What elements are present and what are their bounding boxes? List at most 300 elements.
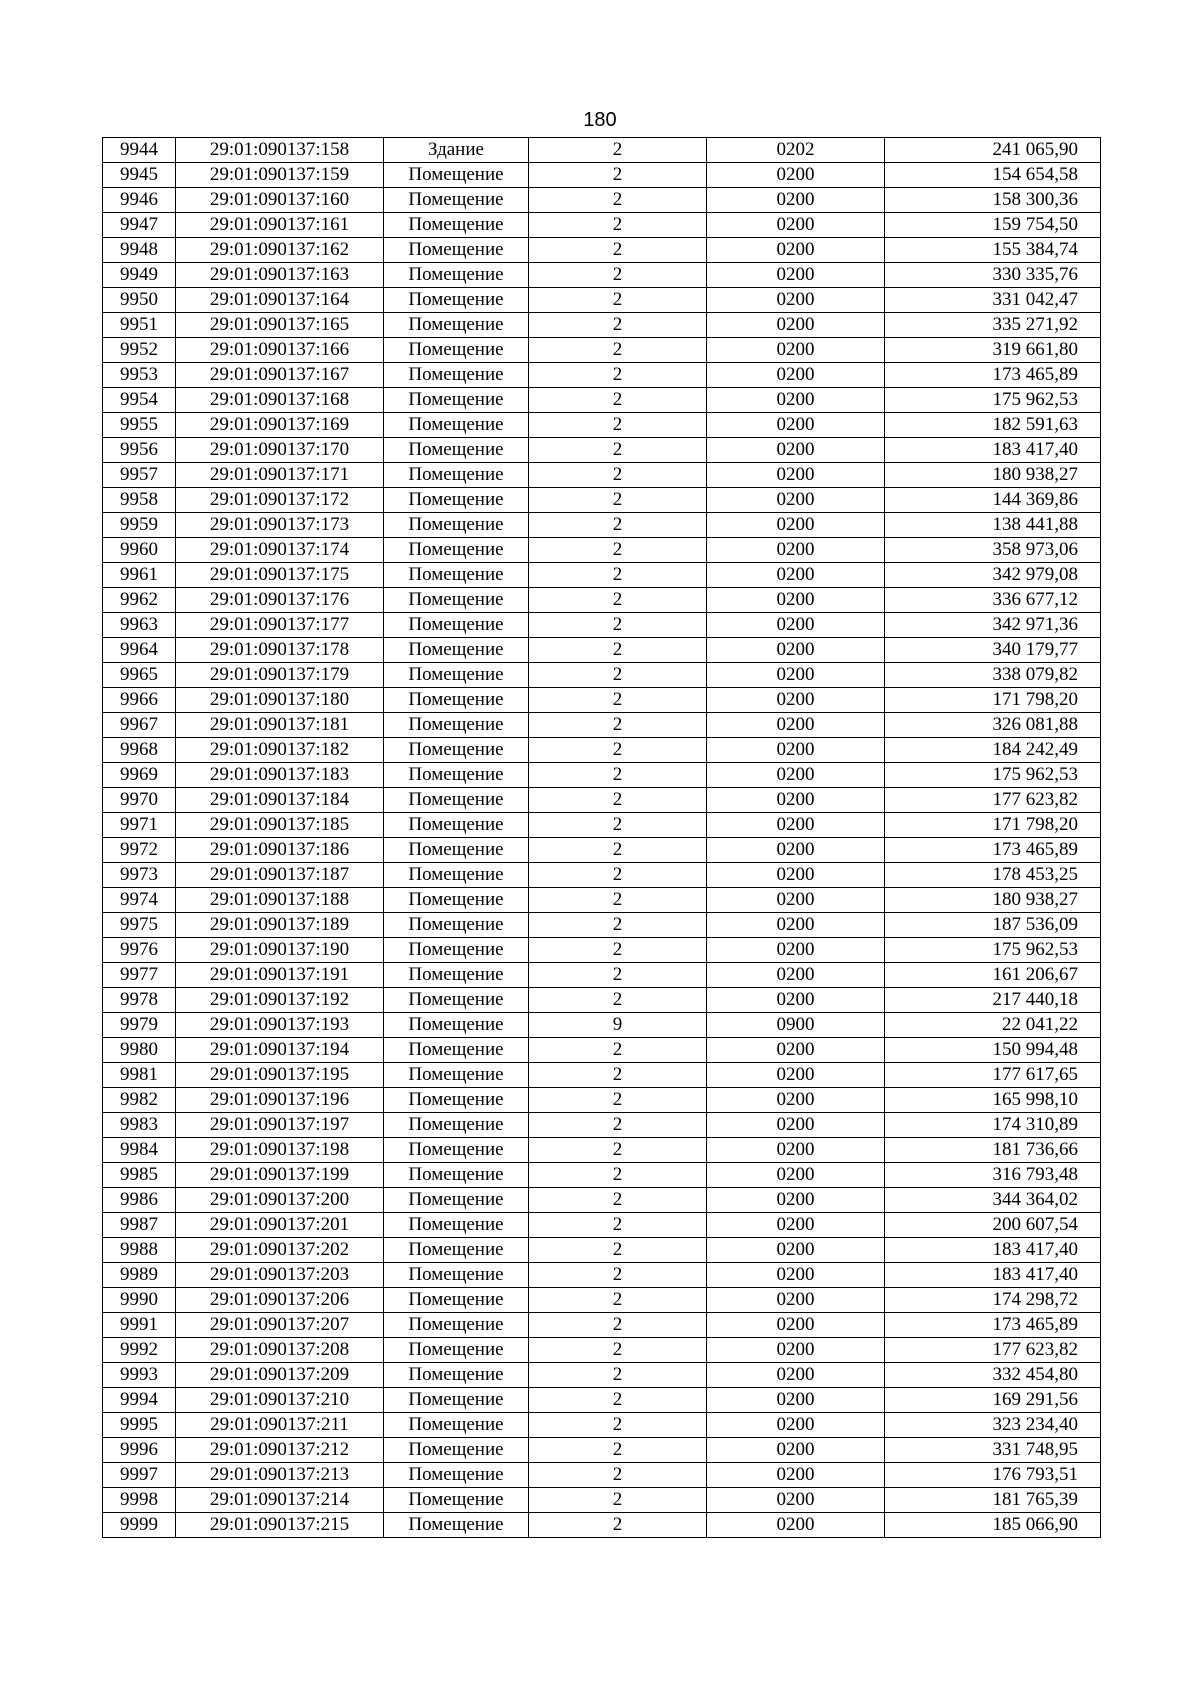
table-row [103, 263, 1101, 288]
subgroup-code-cell: 0900 [707, 1013, 885, 1038]
row-number-cell: 9978 [103, 988, 176, 1013]
cadastral-number-cell: 29:01:090137:164 [176, 288, 384, 313]
table-row [103, 1488, 1101, 1513]
cadastral-number-cell: 29:01:090137:167 [176, 363, 384, 388]
cadastral-value-table [102, 137, 1101, 1538]
cadastral-value-cell: 159 754,50 [885, 213, 1101, 238]
subgroup-code-cell: 0200 [707, 213, 885, 238]
row-number-cell: 9963 [103, 613, 176, 638]
subgroup-code-cell: 0200 [707, 288, 885, 313]
row-number-cell: 9990 [103, 1288, 176, 1313]
group-number-cell: 2 [529, 613, 707, 638]
cadastral-number-cell: 29:01:090137:179 [176, 663, 384, 688]
cadastral-number-cell: 29:01:090137:187 [176, 863, 384, 888]
object-type-cell: Помещение [384, 538, 529, 563]
cadastral-value-cell: 171 798,20 [885, 688, 1101, 713]
object-type-cell: Помещение [384, 163, 529, 188]
subgroup-code-cell: 0200 [707, 413, 885, 438]
object-type-cell: Помещение [384, 588, 529, 613]
table-row [103, 288, 1101, 313]
row-number-cell: 9954 [103, 388, 176, 413]
subgroup-code-cell: 0200 [707, 788, 885, 813]
group-number-cell: 2 [529, 1513, 707, 1538]
object-type-cell: Помещение [384, 738, 529, 763]
cadastral-value-cell: 154 654,58 [885, 163, 1101, 188]
cadastral-value-cell: 217 440,18 [885, 988, 1101, 1013]
row-number-cell: 9947 [103, 213, 176, 238]
row-number-cell: 9953 [103, 363, 176, 388]
table-row [103, 638, 1101, 663]
cadastral-number-cell: 29:01:090137:185 [176, 813, 384, 838]
group-number-cell: 2 [529, 763, 707, 788]
cadastral-value-cell: 183 417,40 [885, 438, 1101, 463]
cadastral-number-cell: 29:01:090137:196 [176, 1088, 384, 1113]
row-number-cell: 9952 [103, 338, 176, 363]
cadastral-value-cell: 185 066,90 [885, 1513, 1101, 1538]
cadastral-value-cell: 169 291,56 [885, 1388, 1101, 1413]
cadastral-number-cell: 29:01:090137:198 [176, 1138, 384, 1163]
cadastral-number-cell: 29:01:090137:210 [176, 1388, 384, 1413]
table-row [103, 1388, 1101, 1413]
subgroup-code-cell: 0200 [707, 988, 885, 1013]
cadastral-number-cell: 29:01:090137:194 [176, 1038, 384, 1063]
table-row [103, 213, 1101, 238]
cadastral-value-cell: 177 623,82 [885, 788, 1101, 813]
row-number-cell: 9998 [103, 1488, 176, 1513]
object-type-cell: Помещение [384, 963, 529, 988]
subgroup-code-cell: 0200 [707, 713, 885, 738]
row-number-cell: 9957 [103, 463, 176, 488]
cadastral-number-cell: 29:01:090137:186 [176, 838, 384, 863]
group-number-cell: 2 [529, 288, 707, 313]
cadastral-number-cell: 29:01:090137:163 [176, 263, 384, 288]
row-number-cell: 9999 [103, 1513, 176, 1538]
cadastral-value-cell: 316 793,48 [885, 1163, 1101, 1188]
object-type-cell: Помещение [384, 813, 529, 838]
cadastral-number-cell: 29:01:090137:191 [176, 963, 384, 988]
row-number-cell: 9991 [103, 1313, 176, 1338]
cadastral-value-cell: 177 623,82 [885, 1338, 1101, 1363]
subgroup-code-cell: 0200 [707, 1363, 885, 1388]
cadastral-number-cell: 29:01:090137:197 [176, 1113, 384, 1138]
table-row [103, 913, 1101, 938]
group-number-cell: 2 [529, 738, 707, 763]
object-type-cell: Помещение [384, 763, 529, 788]
subgroup-code-cell: 0200 [707, 1413, 885, 1438]
row-number-cell: 9968 [103, 738, 176, 763]
table-row [103, 863, 1101, 888]
subgroup-code-cell: 0200 [707, 388, 885, 413]
table-row [103, 238, 1101, 263]
table-row [103, 788, 1101, 813]
cadastral-value-cell: 171 798,20 [885, 813, 1101, 838]
group-number-cell: 2 [529, 513, 707, 538]
subgroup-code-cell: 0200 [707, 763, 885, 788]
subgroup-code-cell: 0202 [707, 138, 885, 163]
cadastral-value-cell: 335 271,92 [885, 313, 1101, 338]
row-number-cell: 9944 [103, 138, 176, 163]
row-number-cell: 9985 [103, 1163, 176, 1188]
cadastral-value-cell: 175 962,53 [885, 388, 1101, 413]
cadastral-value-cell: 323 234,40 [885, 1413, 1101, 1438]
object-type-cell: Помещение [384, 288, 529, 313]
cadastral-value-cell: 241 065,90 [885, 138, 1101, 163]
group-number-cell: 9 [529, 1013, 707, 1038]
row-number-cell: 9971 [103, 813, 176, 838]
table-row [103, 563, 1101, 588]
cadastral-number-cell: 29:01:090137:215 [176, 1513, 384, 1538]
cadastral-value-cell: 138 441,88 [885, 513, 1101, 538]
row-number-cell: 9975 [103, 913, 176, 938]
cadastral-number-cell: 29:01:090137:172 [176, 488, 384, 513]
row-number-cell: 9950 [103, 288, 176, 313]
cadastral-value-cell: 181 765,39 [885, 1488, 1101, 1513]
object-type-cell: Помещение [384, 1213, 529, 1238]
row-number-cell: 9987 [103, 1213, 176, 1238]
subgroup-code-cell: 0200 [707, 1113, 885, 1138]
cadastral-number-cell: 29:01:090137:158 [176, 138, 384, 163]
row-number-cell: 9983 [103, 1113, 176, 1138]
cadastral-value-cell: 176 793,51 [885, 1463, 1101, 1488]
cadastral-number-cell: 29:01:090137:170 [176, 438, 384, 463]
row-number-cell: 9996 [103, 1438, 176, 1463]
subgroup-code-cell: 0200 [707, 513, 885, 538]
subgroup-code-cell: 0200 [707, 1088, 885, 1113]
group-number-cell: 2 [529, 1338, 707, 1363]
row-number-cell: 9980 [103, 1038, 176, 1063]
table-row [103, 388, 1101, 413]
row-number-cell: 9967 [103, 713, 176, 738]
cadastral-value-cell: 342 979,08 [885, 563, 1101, 588]
table-row [103, 1113, 1101, 1138]
row-number-cell: 9948 [103, 238, 176, 263]
row-number-cell: 9946 [103, 188, 176, 213]
row-number-cell: 9945 [103, 163, 176, 188]
table-row [103, 363, 1101, 388]
group-number-cell: 2 [529, 813, 707, 838]
group-number-cell: 2 [529, 438, 707, 463]
group-number-cell: 2 [529, 1213, 707, 1238]
object-type-cell: Помещение [384, 513, 529, 538]
object-type-cell: Помещение [384, 363, 529, 388]
group-number-cell: 2 [529, 1363, 707, 1388]
cadastral-number-cell: 29:01:090137:209 [176, 1363, 384, 1388]
subgroup-code-cell: 0200 [707, 738, 885, 763]
cadastral-value-cell: 319 661,80 [885, 338, 1101, 363]
row-number-cell: 9970 [103, 788, 176, 813]
cadastral-number-cell: 29:01:090137:173 [176, 513, 384, 538]
group-number-cell: 2 [529, 663, 707, 688]
cadastral-value-cell: 331 748,95 [885, 1438, 1101, 1463]
cadastral-number-cell: 29:01:090137:214 [176, 1488, 384, 1513]
object-type-cell: Помещение [384, 938, 529, 963]
cadastral-value-cell: 22 041,22 [885, 1013, 1101, 1038]
subgroup-code-cell: 0200 [707, 1163, 885, 1188]
subgroup-code-cell: 0200 [707, 1438, 885, 1463]
cadastral-number-cell: 29:01:090137:174 [176, 538, 384, 563]
table-row [103, 513, 1101, 538]
object-type-cell: Помещение [384, 713, 529, 738]
subgroup-code-cell: 0200 [707, 1513, 885, 1538]
object-type-cell: Помещение [384, 1138, 529, 1163]
object-type-cell: Помещение [384, 913, 529, 938]
cadastral-number-cell: 29:01:090137:195 [176, 1063, 384, 1088]
cadastral-number-cell: 29:01:090137:212 [176, 1438, 384, 1463]
cadastral-value-cell: 358 973,06 [885, 538, 1101, 563]
group-number-cell: 2 [529, 188, 707, 213]
object-type-cell: Помещение [384, 1238, 529, 1263]
group-number-cell: 2 [529, 588, 707, 613]
table-row [103, 613, 1101, 638]
table-row [103, 313, 1101, 338]
group-number-cell: 2 [529, 263, 707, 288]
object-type-cell: Помещение [384, 413, 529, 438]
table-row [103, 188, 1101, 213]
cadastral-number-cell: 29:01:090137:176 [176, 588, 384, 613]
object-type-cell: Помещение [384, 263, 529, 288]
subgroup-code-cell: 0200 [707, 638, 885, 663]
cadastral-value-cell: 173 465,89 [885, 1313, 1101, 1338]
subgroup-code-cell: 0200 [707, 1288, 885, 1313]
subgroup-code-cell: 0200 [707, 488, 885, 513]
object-type-cell: Помещение [384, 313, 529, 338]
object-type-cell: Здание [384, 138, 529, 163]
group-number-cell: 2 [529, 1463, 707, 1488]
group-number-cell: 2 [529, 563, 707, 588]
cadastral-number-cell: 29:01:090137:159 [176, 163, 384, 188]
object-type-cell: Помещение [384, 563, 529, 588]
group-number-cell: 2 [529, 1388, 707, 1413]
table-row [103, 1088, 1101, 1113]
table-row [103, 1063, 1101, 1088]
row-number-cell: 9981 [103, 1063, 176, 1088]
cadastral-number-cell: 29:01:090137:207 [176, 1313, 384, 1338]
table-row [103, 738, 1101, 763]
row-number-cell: 9986 [103, 1188, 176, 1213]
row-number-cell: 9966 [103, 688, 176, 713]
cadastral-number-cell: 29:01:090137:182 [176, 738, 384, 763]
object-type-cell: Помещение [384, 638, 529, 663]
subgroup-code-cell: 0200 [707, 588, 885, 613]
group-number-cell: 2 [529, 338, 707, 363]
group-number-cell: 2 [529, 1413, 707, 1438]
subgroup-code-cell: 0200 [707, 813, 885, 838]
cadastral-value-cell: 182 591,63 [885, 413, 1101, 438]
group-number-cell: 2 [529, 1163, 707, 1188]
cadastral-value-cell: 178 453,25 [885, 863, 1101, 888]
cadastral-value-cell: 326 081,88 [885, 713, 1101, 738]
cadastral-value-cell: 344 364,02 [885, 1188, 1101, 1213]
group-number-cell: 2 [529, 313, 707, 338]
row-number-cell: 9960 [103, 538, 176, 563]
subgroup-code-cell: 0200 [707, 1038, 885, 1063]
subgroup-code-cell: 0200 [707, 863, 885, 888]
object-type-cell: Помещение [384, 1088, 529, 1113]
subgroup-code-cell: 0200 [707, 613, 885, 638]
subgroup-code-cell: 0200 [707, 338, 885, 363]
table-row [103, 1363, 1101, 1388]
subgroup-code-cell: 0200 [707, 363, 885, 388]
object-type-cell: Помещение [384, 1388, 529, 1413]
group-number-cell: 2 [529, 163, 707, 188]
table-row [103, 1463, 1101, 1488]
subgroup-code-cell: 0200 [707, 463, 885, 488]
group-number-cell: 2 [529, 1063, 707, 1088]
subgroup-code-cell: 0200 [707, 1188, 885, 1213]
object-type-cell: Помещение [384, 1438, 529, 1463]
object-type-cell: Помещение [384, 613, 529, 638]
table-row [103, 438, 1101, 463]
table-row [103, 888, 1101, 913]
group-number-cell: 2 [529, 413, 707, 438]
object-type-cell: Помещение [384, 663, 529, 688]
group-number-cell: 2 [529, 1288, 707, 1313]
cadastral-value-cell: 184 242,49 [885, 738, 1101, 763]
object-type-cell: Помещение [384, 1413, 529, 1438]
cadastral-value-cell: 144 369,86 [885, 488, 1101, 513]
table-row [103, 1413, 1101, 1438]
table-row [103, 1238, 1101, 1263]
cadastral-value-cell: 175 962,53 [885, 763, 1101, 788]
row-number-cell: 9956 [103, 438, 176, 463]
cadastral-number-cell: 29:01:090137:188 [176, 888, 384, 913]
group-number-cell: 2 [529, 213, 707, 238]
object-type-cell: Помещение [384, 388, 529, 413]
row-number-cell: 9982 [103, 1088, 176, 1113]
object-type-cell: Помещение [384, 338, 529, 363]
row-number-cell: 9969 [103, 763, 176, 788]
group-number-cell: 2 [529, 1313, 707, 1338]
cadastral-value-cell: 165 998,10 [885, 1088, 1101, 1113]
cadastral-value-cell: 181 736,66 [885, 1138, 1101, 1163]
row-number-cell: 9955 [103, 413, 176, 438]
cadastral-number-cell: 29:01:090137:180 [176, 688, 384, 713]
table-row [103, 1513, 1101, 1538]
subgroup-code-cell: 0200 [707, 1313, 885, 1338]
cadastral-number-cell: 29:01:090137:199 [176, 1163, 384, 1188]
cadastral-number-cell: 29:01:090137:202 [176, 1238, 384, 1263]
subgroup-code-cell: 0200 [707, 938, 885, 963]
object-type-cell: Помещение [384, 1188, 529, 1213]
object-type-cell: Помещение [384, 188, 529, 213]
table-row [103, 838, 1101, 863]
row-number-cell: 9976 [103, 938, 176, 963]
cadastral-number-cell: 29:01:090137:177 [176, 613, 384, 638]
cadastral-number-cell: 29:01:090137:211 [176, 1413, 384, 1438]
subgroup-code-cell: 0200 [707, 1463, 885, 1488]
cadastral-number-cell: 29:01:090137:190 [176, 938, 384, 963]
cadastral-value-cell: 174 298,72 [885, 1288, 1101, 1313]
group-number-cell: 2 [529, 1138, 707, 1163]
cadastral-value-cell: 180 938,27 [885, 888, 1101, 913]
table-row [103, 713, 1101, 738]
row-number-cell: 9977 [103, 963, 176, 988]
table-row [103, 1188, 1101, 1213]
cadastral-number-cell: 29:01:090137:206 [176, 1288, 384, 1313]
subgroup-code-cell: 0200 [707, 563, 885, 588]
cadastral-number-cell: 29:01:090137:178 [176, 638, 384, 663]
object-type-cell: Помещение [384, 1163, 529, 1188]
table-row [103, 1313, 1101, 1338]
cadastral-number-cell: 29:01:090137:168 [176, 388, 384, 413]
subgroup-code-cell: 0200 [707, 688, 885, 713]
subgroup-code-cell: 0200 [707, 1213, 885, 1238]
group-number-cell: 2 [529, 1088, 707, 1113]
table-row [103, 463, 1101, 488]
group-number-cell: 2 [529, 363, 707, 388]
table-row [103, 413, 1101, 438]
cadastral-number-cell: 29:01:090137:160 [176, 188, 384, 213]
table-row [103, 338, 1101, 363]
group-number-cell: 2 [529, 638, 707, 663]
row-number-cell: 9984 [103, 1138, 176, 1163]
subgroup-code-cell: 0200 [707, 1138, 885, 1163]
table-row [103, 588, 1101, 613]
group-number-cell: 2 [529, 1263, 707, 1288]
row-number-cell: 9951 [103, 313, 176, 338]
object-type-cell: Помещение [384, 863, 529, 888]
row-number-cell: 9959 [103, 513, 176, 538]
table-row [103, 1213, 1101, 1238]
object-type-cell: Помещение [384, 1113, 529, 1138]
group-number-cell: 2 [529, 1038, 707, 1063]
cadastral-number-cell: 29:01:090137:213 [176, 1463, 384, 1488]
table-row [103, 1338, 1101, 1363]
table-row [103, 763, 1101, 788]
cadastral-value-cell: 180 938,27 [885, 463, 1101, 488]
cadastral-value-cell: 340 179,77 [885, 638, 1101, 663]
object-type-cell: Помещение [384, 988, 529, 1013]
cadastral-number-cell: 29:01:090137:169 [176, 413, 384, 438]
cadastral-value-cell: 332 454,80 [885, 1363, 1101, 1388]
subgroup-code-cell: 0200 [707, 438, 885, 463]
subgroup-code-cell: 0200 [707, 963, 885, 988]
table-body [103, 138, 1101, 1538]
cadastral-value-cell: 177 617,65 [885, 1063, 1101, 1088]
row-number-cell: 9964 [103, 638, 176, 663]
subgroup-code-cell: 0200 [707, 188, 885, 213]
subgroup-code-cell: 0200 [707, 263, 885, 288]
table-row [103, 488, 1101, 513]
object-type-cell: Помещение [384, 1263, 529, 1288]
cadastral-value-cell: 331 042,47 [885, 288, 1101, 313]
table-row [103, 988, 1101, 1013]
table-row [103, 138, 1101, 163]
row-number-cell: 9972 [103, 838, 176, 863]
table-row [103, 688, 1101, 713]
cadastral-value-cell: 174 310,89 [885, 1113, 1101, 1138]
group-number-cell: 2 [529, 238, 707, 263]
subgroup-code-cell: 0200 [707, 1238, 885, 1263]
cadastral-value-cell: 155 384,74 [885, 238, 1101, 263]
subgroup-code-cell: 0200 [707, 888, 885, 913]
cadastral-number-cell: 29:01:090137:192 [176, 988, 384, 1013]
row-number-cell: 9997 [103, 1463, 176, 1488]
group-number-cell: 2 [529, 963, 707, 988]
table-row [103, 1138, 1101, 1163]
subgroup-code-cell: 0200 [707, 1338, 885, 1363]
object-type-cell: Помещение [384, 1063, 529, 1088]
group-number-cell: 2 [529, 913, 707, 938]
group-number-cell: 2 [529, 788, 707, 813]
cadastral-value-cell: 161 206,67 [885, 963, 1101, 988]
table-row [103, 1163, 1101, 1188]
group-number-cell: 2 [529, 463, 707, 488]
row-number-cell: 9988 [103, 1238, 176, 1263]
subgroup-code-cell: 0200 [707, 238, 885, 263]
group-number-cell: 2 [529, 1438, 707, 1463]
object-type-cell: Помещение [384, 838, 529, 863]
